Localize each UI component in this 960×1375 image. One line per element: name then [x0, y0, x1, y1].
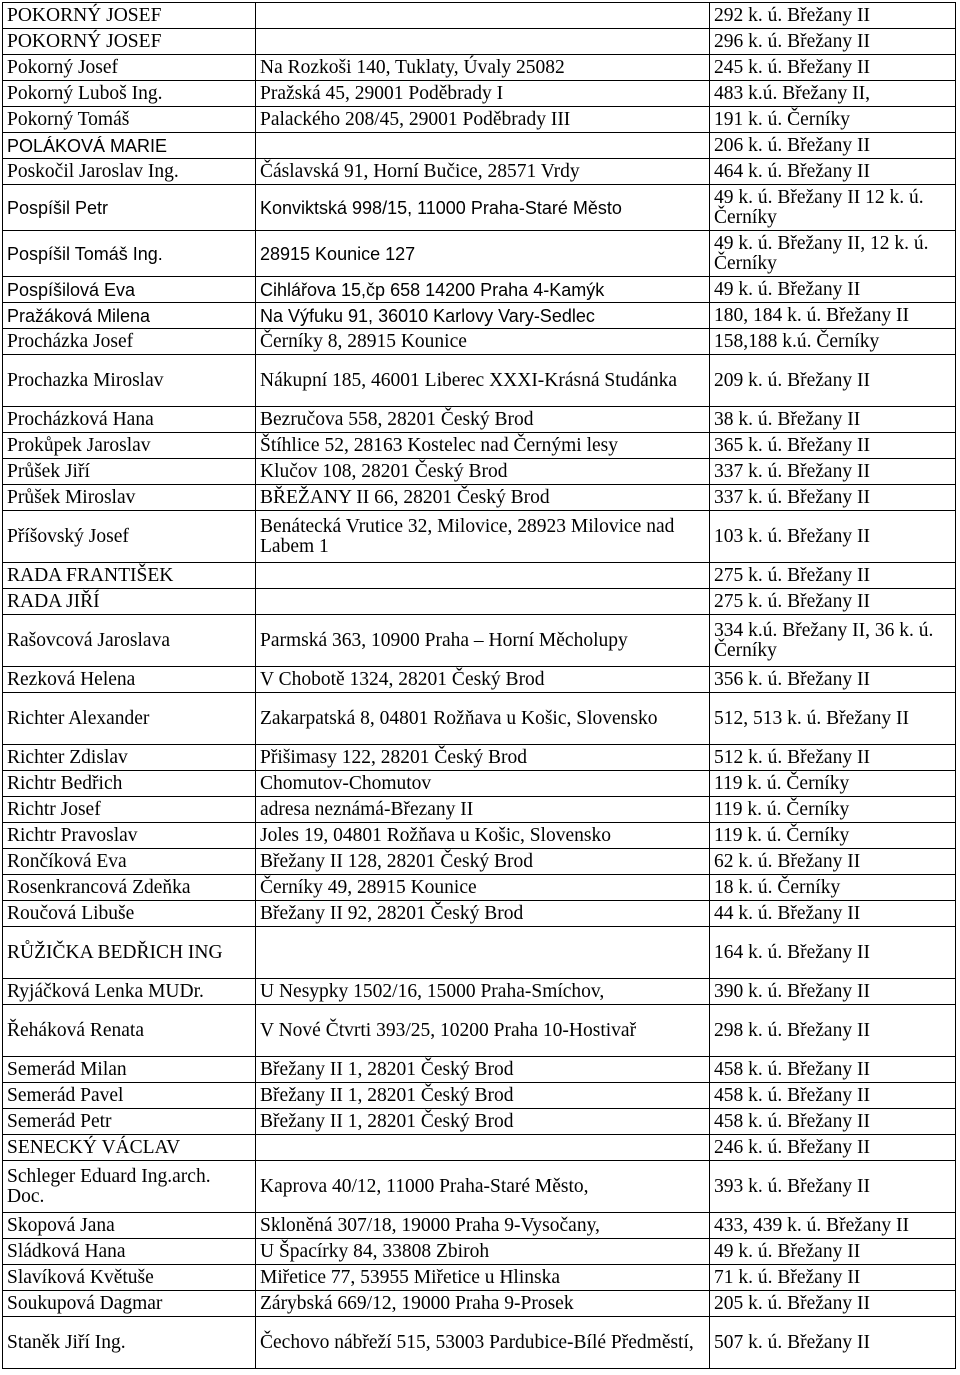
owner-parcel-cell: 298 k. ú. Břežany II — [710, 1005, 956, 1057]
owner-address-cell: Břežany II 1, 28201 Český Brod — [256, 1057, 710, 1083]
table-row — [3, 433, 956, 459]
owner-parcel-cell: 464 k. ú. Břežany II — [710, 159, 956, 185]
owner-name-cell: Pokorný Luboš Ing. — [3, 81, 256, 107]
owner-parcel-cell: 49 k. ú. Břežany II, 12 k. ú. Černíky — [710, 231, 956, 277]
owner-name-cell: Pospíšil Petr — [3, 185, 256, 231]
owner-address-cell — [256, 29, 710, 55]
owner-address-cell: Přišimasy 122, 28201 Český Brod — [256, 745, 710, 771]
table-row — [3, 81, 956, 107]
owner-name-cell: Sládková Hana — [3, 1239, 256, 1265]
owner-parcel-cell: 246 k. ú. Břežany II — [710, 1135, 956, 1161]
table-row — [3, 303, 956, 329]
owner-address-cell: Břežany II 1, 28201 Český Brod — [256, 1083, 710, 1109]
owner-address-cell: 28915 Kounice 127 — [256, 231, 710, 277]
owner-name-cell: Pražáková Milena — [3, 303, 256, 329]
owner-address-cell: Cihlářova 15,čp 658 14200 Praha 4-Kamýk — [256, 277, 710, 303]
table-row — [3, 107, 956, 133]
table-row — [3, 185, 956, 231]
owner-address-cell: Konviktská 998/15, 11000 Praha-Staré Město — [256, 185, 710, 231]
owners-table-body — [3, 3, 956, 1369]
owner-address-cell: U Špacírky 84, 33808 Zbiroh — [256, 1239, 710, 1265]
owner-parcel-cell: 356 k. ú. Břežany II — [710, 667, 956, 693]
owner-address-cell: Chomutov-Chomutov — [256, 771, 710, 797]
owner-parcel-cell: 206 k. ú. Břežany II — [710, 133, 956, 159]
owner-address-cell: Na Rozkoši 140, Tuklaty, Úvaly 25082 — [256, 55, 710, 81]
owner-parcel-cell: 393 k. ú. Břežany II — [710, 1161, 956, 1213]
owner-name-cell: Řeháková Renata — [3, 1005, 256, 1057]
owner-parcel-cell: 49 k. ú. Břežany II — [710, 1239, 956, 1265]
owner-address-cell: Bezručova 558, 28201 Český Brod — [256, 407, 710, 433]
owner-parcel-cell: 245 k. ú. Břežany II — [710, 55, 956, 81]
table-row — [3, 1317, 956, 1369]
owner-address-cell: Černíky 49, 28915 Kounice — [256, 875, 710, 901]
table-row — [3, 329, 956, 355]
owner-name-cell: Slavíková Květuše — [3, 1265, 256, 1291]
table-row — [3, 1083, 956, 1109]
owner-parcel-cell: 44 k. ú. Břežany II — [710, 901, 956, 927]
owner-name-cell: Prokůpek Jaroslav — [3, 433, 256, 459]
owner-parcel-cell: 103 k. ú. Břežany II — [710, 511, 956, 563]
owner-parcel-cell: 158,188 k.ú. Černíky — [710, 329, 956, 355]
owner-name-cell: Semerád Pavel — [3, 1083, 256, 1109]
owner-parcel-cell: 164 k. ú. Břežany II — [710, 927, 956, 979]
owner-address-cell — [256, 3, 710, 29]
owner-name-cell: POKORNÝ JOSEF — [3, 3, 256, 29]
owner-address-cell: Pražská 45, 29001 Poděbrady I — [256, 81, 710, 107]
owner-address-cell: V Nové Čtvrti 393/25, 10200 Praha 10-Hostivař — [256, 1005, 710, 1057]
owner-address-cell: Joles 19, 04801 Rožňava u Košic, Slovensko — [256, 823, 710, 849]
owner-address-cell — [256, 563, 710, 589]
owner-address-cell: Benátecká Vrutice 32, Milovice, 28923 Milovice nad Labem 1 — [256, 511, 710, 563]
owner-parcel-cell: 180, 184 k. ú. Břežany II — [710, 303, 956, 329]
table-row — [3, 231, 956, 277]
owner-address-cell: Na Výfuku 91, 36010 Karlovy Vary-Sedlec — [256, 303, 710, 329]
owner-name-cell: Pospíšil Tomáš Ing. — [3, 231, 256, 277]
owner-address-cell: Miřetice 77, 53955 Miřetice u Hlinska — [256, 1265, 710, 1291]
table-row — [3, 1265, 956, 1291]
owner-name-cell: Richtr Bedřich — [3, 771, 256, 797]
table-row — [3, 3, 956, 29]
owner-parcel-cell: 18 k. ú. Černíky — [710, 875, 956, 901]
table-row — [3, 927, 956, 979]
owner-name-cell: Pospíšilová Eva — [3, 277, 256, 303]
owner-name-cell: Ryjáčková Lenka MUDr. — [3, 979, 256, 1005]
owner-name-cell: POLÁKOVÁ MARIE — [3, 133, 256, 159]
owner-parcel-cell: 365 k. ú. Břežany II — [710, 433, 956, 459]
table-row — [3, 693, 956, 745]
owner-name-cell: Richtr Josef — [3, 797, 256, 823]
table-row — [3, 1005, 956, 1057]
table-row — [3, 133, 956, 159]
owner-parcel-cell: 334 k.ú. Břežany II, 36 k. ú. Černíky — [710, 615, 956, 667]
owner-name-cell: Průšek Jiří — [3, 459, 256, 485]
owner-parcel-cell: 209 k. ú. Břežany II — [710, 355, 956, 407]
owner-name-cell: Rosenkrancová Zdeňka — [3, 875, 256, 901]
table-row — [3, 29, 956, 55]
owner-address-cell: Klučov 108, 28201 Český Brod — [256, 459, 710, 485]
owner-parcel-cell: 483 k.ú. Břežany II, — [710, 81, 956, 107]
owner-parcel-cell: 433, 439 k. ú. Břežany II — [710, 1213, 956, 1239]
table-row — [3, 1291, 956, 1317]
table-row — [3, 615, 956, 667]
owner-name-cell: RŮŽIČKA BEDŘICH ING — [3, 927, 256, 979]
table-row — [3, 485, 956, 511]
owner-name-cell: Pokorný Tomáš — [3, 107, 256, 133]
owner-parcel-cell: 49 k. ú. Břežany II 12 k. ú. Černíky — [710, 185, 956, 231]
owner-address-cell — [256, 927, 710, 979]
owner-parcel-cell: 512, 513 k. ú. Břežany II — [710, 693, 956, 745]
table-row — [3, 667, 956, 693]
owner-name-cell: RADA JIŘÍ — [3, 589, 256, 615]
owner-address-cell: Palackého 208/45, 29001 Poděbrady III — [256, 107, 710, 133]
owner-parcel-cell: 49 k. ú. Břežany II — [710, 277, 956, 303]
owner-name-cell: Procházka Josef — [3, 329, 256, 355]
table-row — [3, 1213, 956, 1239]
owner-name-cell: Pokorný Josef — [3, 55, 256, 81]
owner-address-cell — [256, 1135, 710, 1161]
owner-address-cell: Kaprova 40/12, 11000 Praha-Staré Město, — [256, 1161, 710, 1213]
table-row — [3, 1239, 956, 1265]
owner-name-cell: Schleger Eduard Ing.arch. Doc. — [3, 1161, 256, 1213]
table-row — [3, 459, 956, 485]
owner-address-cell: Nákupní 185, 46001 Liberec XXXI-Krásná Studánka — [256, 355, 710, 407]
table-row — [3, 875, 956, 901]
owner-parcel-cell: 458 k. ú. Břežany II — [710, 1057, 956, 1083]
owner-parcel-cell: 275 k. ú. Břežany II — [710, 563, 956, 589]
table-row — [3, 1109, 956, 1135]
owner-address-cell: Skloněná 307/18, 19000 Praha 9-Vysočany, — [256, 1213, 710, 1239]
owner-address-cell: Zakarpatská 8, 04801 Rožňava u Košic, Slovensko — [256, 693, 710, 745]
owner-name-cell: Richter Alexander — [3, 693, 256, 745]
owner-parcel-cell: 191 k. ú. Černíky — [710, 107, 956, 133]
owner-parcel-cell: 337 k. ú. Břežany II — [710, 485, 956, 511]
owner-address-cell: Štíhlice 52, 28163 Kostelec nad Černými lesy — [256, 433, 710, 459]
owner-name-cell: Prochazka Miroslav — [3, 355, 256, 407]
owner-name-cell: Semerád Petr — [3, 1109, 256, 1135]
owner-name-cell: Roučová Libuše — [3, 901, 256, 927]
owner-name-cell: Semerád Milan — [3, 1057, 256, 1083]
table-row — [3, 589, 956, 615]
owners-table — [2, 2, 956, 1369]
owner-address-cell: Zárybská 669/12, 19000 Praha 9-Prosek — [256, 1291, 710, 1317]
table-row — [3, 901, 956, 927]
table-row — [3, 1057, 956, 1083]
owner-name-cell: SENECKÝ VÁCLAV — [3, 1135, 256, 1161]
owner-name-cell: Poskočil Jaroslav Ing. — [3, 159, 256, 185]
table-row — [3, 159, 956, 185]
owner-parcel-cell: 292 k. ú. Břežany II — [710, 3, 956, 29]
owner-address-cell — [256, 133, 710, 159]
table-row — [3, 823, 956, 849]
table-row — [3, 771, 956, 797]
owner-parcel-cell: 119 k. ú. Černíky — [710, 797, 956, 823]
owner-name-cell: Skopová Jana — [3, 1213, 256, 1239]
owner-parcel-cell: 458 k. ú. Břežany II — [710, 1109, 956, 1135]
table-row — [3, 277, 956, 303]
owner-name-cell: Procházková Hana — [3, 407, 256, 433]
owner-parcel-cell: 119 k. ú. Černíky — [710, 771, 956, 797]
owner-address-cell: Břežany II 1, 28201 Český Brod — [256, 1109, 710, 1135]
owner-name-cell: Richtr Pravoslav — [3, 823, 256, 849]
owner-address-cell: Břežany II 92, 28201 Český Brod — [256, 901, 710, 927]
owner-parcel-cell: 205 k. ú. Břežany II — [710, 1291, 956, 1317]
owner-parcel-cell: 512 k. ú. Břežany II — [710, 745, 956, 771]
owner-parcel-cell: 296 k. ú. Břežany II — [710, 29, 956, 55]
owner-address-cell: V Chobotě 1324, 28201 Český Brod — [256, 667, 710, 693]
owner-name-cell: Rončíková Eva — [3, 849, 256, 875]
table-row — [3, 563, 956, 589]
owner-name-cell: Staněk Jiří Ing. — [3, 1317, 256, 1369]
table-row — [3, 1161, 956, 1213]
owner-address-cell: Parmská 363, 10900 Praha – Horní Měcholupy — [256, 615, 710, 667]
owner-address-cell: U Nesypky 1502/16, 15000 Praha-Smíchov, — [256, 979, 710, 1005]
owner-parcel-cell: 38 k. ú. Břežany II — [710, 407, 956, 433]
owner-address-cell: Černíky 8, 28915 Kounice — [256, 329, 710, 355]
table-row — [3, 745, 956, 771]
table-row — [3, 511, 956, 563]
owner-address-cell: Čechovo nábřeží 515, 53003 Pardubice-Bílé Předměstí, — [256, 1317, 710, 1369]
owner-address-cell: Čáslavská 91, Horní Bučice, 28571 Vrdy — [256, 159, 710, 185]
table-row — [3, 355, 956, 407]
table-row — [3, 407, 956, 433]
owner-parcel-cell: 71 k. ú. Břežany II — [710, 1265, 956, 1291]
table-row — [3, 797, 956, 823]
owner-name-cell: Průšek Miroslav — [3, 485, 256, 511]
owner-address-cell — [256, 589, 710, 615]
owner-parcel-cell: 119 k. ú. Černíky — [710, 823, 956, 849]
owner-parcel-cell: 275 k. ú. Břežany II — [710, 589, 956, 615]
owner-parcel-cell: 458 k. ú. Břežany II — [710, 1083, 956, 1109]
owner-name-cell: Richter Zdislav — [3, 745, 256, 771]
owner-name-cell: Příšovský Josef — [3, 511, 256, 563]
table-row — [3, 55, 956, 81]
table-row — [3, 1135, 956, 1161]
owner-parcel-cell: 507 k. ú. Břežany II — [710, 1317, 956, 1369]
owner-name-cell: Rezková Helena — [3, 667, 256, 693]
owner-parcel-cell: 337 k. ú. Břežany II — [710, 459, 956, 485]
owner-address-cell: adresa neznámá-Březany II — [256, 797, 710, 823]
owner-name-cell: POKORNÝ JOSEF — [3, 29, 256, 55]
owner-name-cell: RADA FRANTIŠEK — [3, 563, 256, 589]
owner-name-cell: Soukupová Dagmar — [3, 1291, 256, 1317]
table-row — [3, 849, 956, 875]
owner-name-cell: Rašovcová Jaroslava — [3, 615, 256, 667]
owner-parcel-cell: 390 k. ú. Břežany II — [710, 979, 956, 1005]
owner-parcel-cell: 62 k. ú. Břežany II — [710, 849, 956, 875]
table-row — [3, 979, 956, 1005]
owner-address-cell: Břežany II 128, 28201 Český Brod — [256, 849, 710, 875]
owner-address-cell: BŘEŽANY II 66, 28201 Český Brod — [256, 485, 710, 511]
